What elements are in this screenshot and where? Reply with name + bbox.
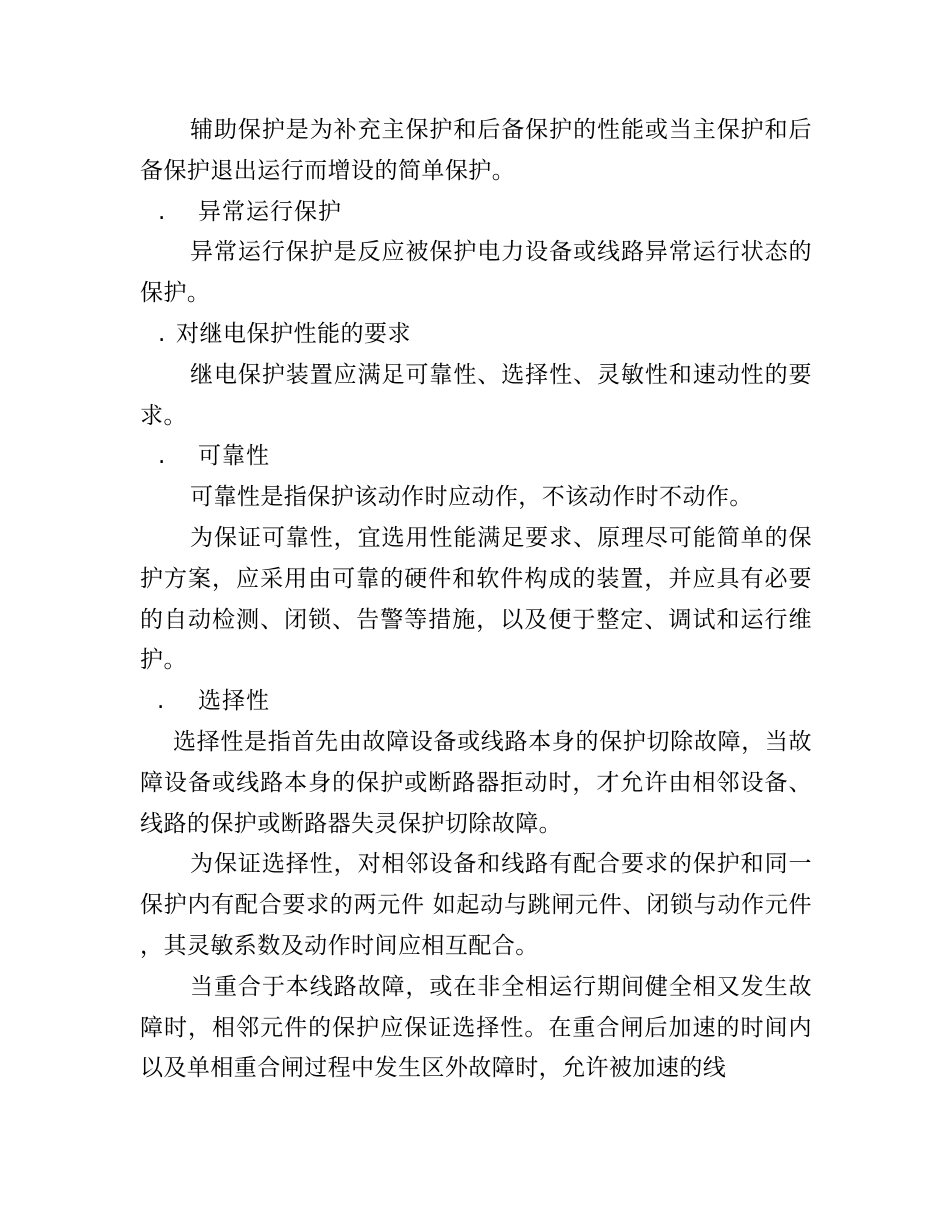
paragraph-reliability-measures: 为保证可靠性，宜选用性能满足要求、原理尽可能简单的保护方案，应采用由可靠的硬件和软件构成的装置，并应具有必要的自动检测、闭锁、告警等措施，以及便于整定、调试和运行维护。 (140, 524, 812, 674)
paragraph-selectivity-definition: 选择性是指首先由故障设备或线路本身的保护切除故障，当故障设备或线路本身的保护或断路器拒动时，才允许由相邻设备、线路的保护或断路器失灵保护切除故障。 (140, 728, 812, 837)
heading-title: 选择性 (198, 688, 270, 715)
paragraph-reclosing-selectivity: 当重合于本线路故障，或在非全相运行期间健全相又发生故障时，相邻元件的保护应保证选择性。在重合闸后加速的时间内以及单相重合闸过程中发生区外故障时，允许被加速的线 (140, 973, 812, 1082)
heading-reliability (140, 436, 812, 477)
paragraph-performance-requirements: 继电保护装置应满足可靠性、选择性、灵敏性和速动性的要求。 (140, 361, 812, 429)
heading-marker: . (157, 688, 165, 715)
paragraph-auxiliary-protection: 辅助保护是为补充主保护和后备保护的性能或当主保护和后备保护退出运行而增设的简单保护。 (140, 117, 812, 184)
heading-marker: . (158, 443, 166, 470)
heading-title: 异常运行保护 (198, 198, 342, 225)
heading-title: 可靠性 (198, 443, 270, 470)
document-body (140, 110, 812, 1089)
heading-title: 对继电保护性能的要求 (176, 320, 411, 347)
paragraph-selectivity-coordination: 为保证选择性，对相邻设备和线路有配合要求的保护和同一保护内有配合要求的两元件 如起动与跳闸元件、闭锁与动作元件 ，其灵敏系数及动作时间应相互配合。 (140, 851, 812, 959)
paragraph-abnormal-operation-protection: 异常运行保护是反应被保护电力设备或线路异常运行状态的保护。 (140, 239, 812, 307)
heading-selectivity (140, 681, 812, 722)
heading-abnormal-operation-protection (140, 192, 812, 233)
heading-marker: . (158, 198, 166, 225)
heading-performance-requirements (140, 314, 812, 355)
paragraph-reliability-definition: 可靠性是指保护该动作时应动作，不该动作时不动作。 (190, 484, 753, 511)
heading-marker: . (158, 320, 166, 347)
